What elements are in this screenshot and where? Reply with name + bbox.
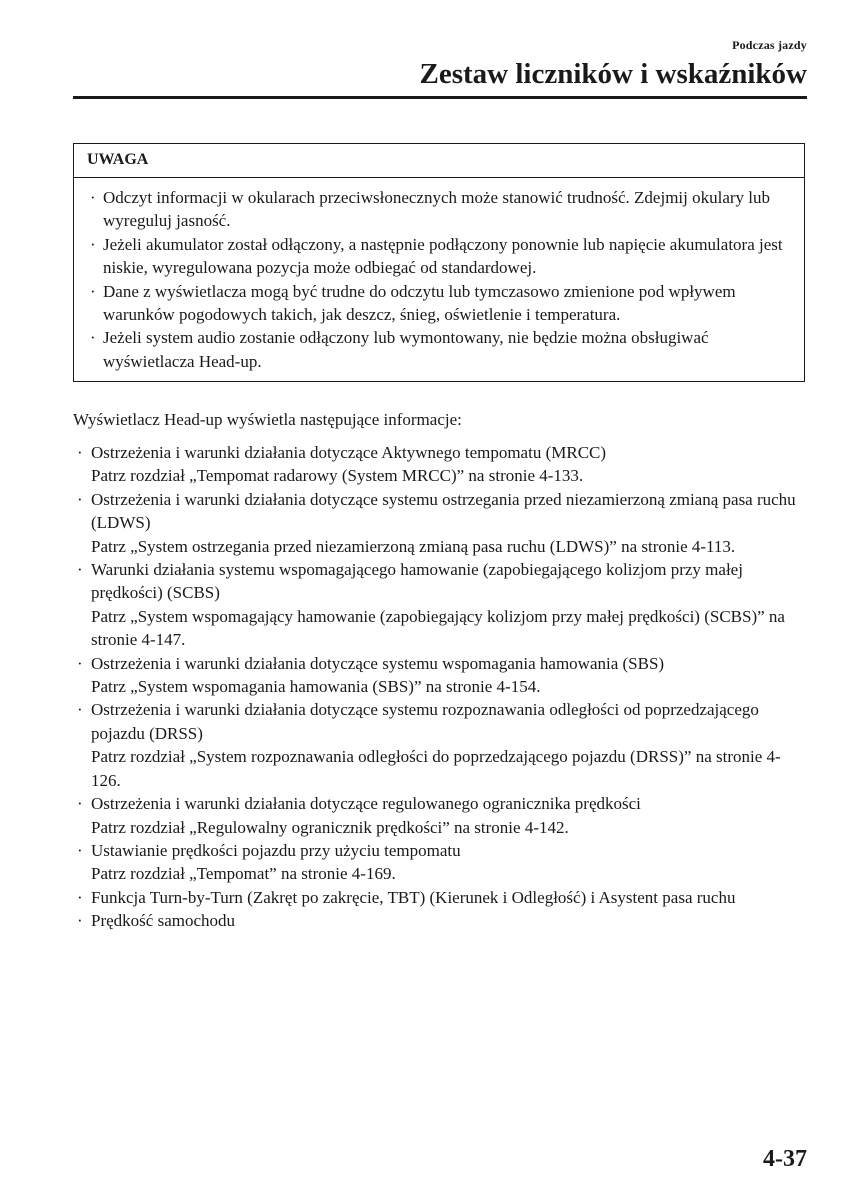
list-item-reference: Patrz rozdział „Regulowalny ogranicznik prędkości” na stronie 4-142. [91,817,569,837]
list-item-text: Ostrzeżenia i warunki działania dotyczące systemu wspomagania hamowania (SBS) [91,653,665,673]
list-item [77,839,801,886]
notice-item-text: Jeżeli system audio zostanie odłączony lub wymontowany, nie będzie można obsługiwać wyświetlacza Head-up. [103,328,709,371]
info-list [77,441,801,933]
section-label: Podczas jazdy [732,38,807,52]
notice-item-text: Jeżeli akumulator został odłączony, a następnie podłączony ponownie lub napięcie akumulatora jest niskie, wyregulowana pozycja może odbiegać od standardowej. [103,234,783,278]
bullet-icon: · [77,887,83,907]
notice-item [88,233,792,280]
notice-box [73,143,805,382]
list-item-reference: Patrz „System ostrzegania przed niezamierzoną zmianą pasa ruchu (LDWS)” na stronie 4-113. [91,536,736,556]
bullet-icon: · [90,328,96,348]
list-item-text: Funkcja Turn-by-Turn (Zakręt po zakręcie, TBT) (Kierunek i Odległość) i Asystent pasa ruchu [91,887,736,907]
page-number: 4-37 [763,1146,807,1172]
list-item-reference: Patrz „System wspomagania hamowania (SBS)” na stronie 4-154. [91,677,541,697]
notice-item [88,280,792,327]
bullet-icon: · [77,443,83,462]
list-item [77,909,801,932]
bullet-icon: · [90,234,96,254]
list-item [77,886,801,909]
list-item-reference: Patrz „System wspomagający hamowanie (zapobiegający kolizjom przy małej prędkości) (SCBS)” na stronie 4-147. [91,606,785,650]
list-item-text: Ostrzeżenia i warunki działania dotyczące systemu ostrzegania przed niezamierzoną zmianą pasa ruchu (LDWS) [91,489,796,533]
bullet-icon: · [77,911,83,931]
title-rule [73,96,807,99]
list-item [77,441,801,488]
bullet-icon: · [77,560,83,580]
list-item [77,488,801,558]
list-item [77,558,801,652]
notice-item [88,326,792,373]
notice-list [74,178,804,381]
notice-item-text: Odczyt informacji w okularach przeciwsłonecznych może stanowić trudność. Zdejmij okulary lub wyreguluj jasność. [103,188,771,231]
list-item [77,792,801,839]
bullet-icon: · [77,840,83,860]
intro-text: Wyświetlacz Head-up wyświetla następujące informacje: [73,410,462,429]
list-item-text: Ustawianie prędkości pojazdu przy użyciu tempomatu [91,840,461,860]
bullet-icon: · [90,188,96,207]
list-item [77,698,801,792]
list-item [77,652,801,699]
bullet-icon: · [90,281,96,301]
list-item-reference: Patrz rozdział „Tempomat radarowy (System MRCC)” na stronie 4-133. [91,466,584,486]
list-item-text: Warunki działania systemu wspomagającego hamowanie (zapobiegającego kolizjom przy małej prędkości) (SCBS) [91,560,743,603]
list-item-reference: Patrz rozdział „Tempomat” na stronie 4-169. [91,864,396,884]
list-item-text: Ostrzeżenia i warunki działania dotyczące Aktywnego tempomatu (MRCC) [91,443,607,462]
list-item-text: Prędkość samochodu [91,911,236,931]
list-item-text: Ostrzeżenia i warunki działania dotyczące regulowanego ogranicznika prędkości [91,794,641,814]
bullet-icon: · [77,794,83,814]
list-item-text: Ostrzeżenia i warunki działania dotyczące systemu rozpoznawania odległości od poprzedzającego pojazdu (DRSS) [91,700,759,743]
page-title: Zestaw liczników i wskaźników [419,58,807,90]
list-item-reference: Patrz rozdział „System rozpoznawania odległości do poprzedzającego pojazdu (DRSS)” na stronie 4-126. [91,747,781,790]
notice-title: UWAGA [74,144,804,178]
bullet-icon: · [77,700,83,720]
notice-item [88,186,792,233]
bullet-icon: · [77,653,83,673]
bullet-icon: · [77,489,83,509]
notice-item-text: Dane z wyświetlacza mogą być trudne do odczytu lub tymczasowo zmienione pod wpływem warunków pogodowych takich, jak deszcz, śnieg, oświetlenie i temperatura. [103,281,736,325]
